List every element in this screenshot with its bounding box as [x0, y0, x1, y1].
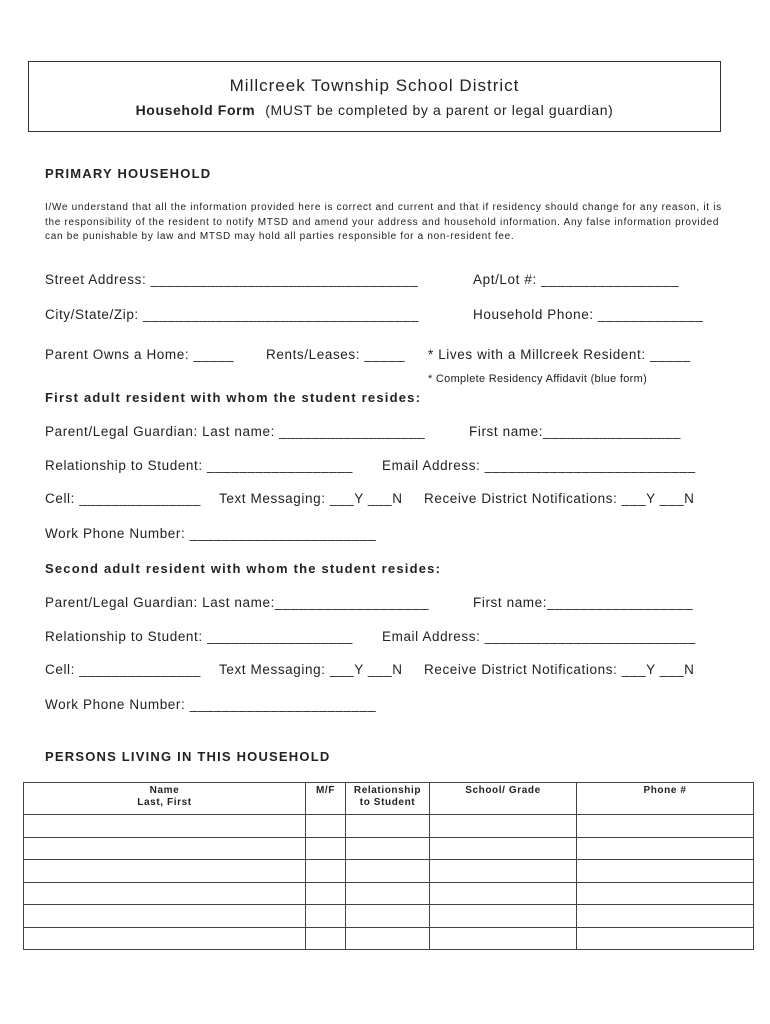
table-cell[interactable]: [430, 837, 577, 860]
affidavit-note: * Complete Residency Affidavit (blue form): [428, 373, 648, 385]
second-guardian-first-name-field[interactable]: First name:__________________: [473, 595, 694, 610]
first-relationship-field[interactable]: Relationship to Student: __________________: [45, 458, 354, 473]
table-cell[interactable]: [577, 882, 754, 905]
table-cell[interactable]: [346, 927, 430, 950]
col-name: [24, 783, 306, 815]
table-cell[interactable]: [24, 882, 306, 905]
table-cell[interactable]: [24, 815, 306, 838]
second-texting-field[interactable]: Text Messaging: ___Y ___N: [219, 662, 403, 677]
table-row: [24, 860, 754, 883]
street-address-field[interactable]: Street Address: _________________________________: [45, 272, 419, 287]
table-cell[interactable]: [306, 860, 346, 883]
table-row: [24, 815, 754, 838]
table-cell[interactable]: [306, 815, 346, 838]
first-work-phone-field[interactable]: Work Phone Number: _______________________: [45, 526, 377, 541]
first-email-field[interactable]: Email Address: __________________________: [382, 458, 696, 473]
second-email-field[interactable]: Email Address: __________________________: [382, 629, 696, 644]
persons-heading: PERSONS LIVING IN THIS HOUSEHOLD: [45, 749, 331, 764]
first-guardian-last-name-field[interactable]: Parent/Legal Guardian: Last name: __________________: [45, 424, 426, 439]
table-row: [24, 837, 754, 860]
table-cell[interactable]: [24, 905, 306, 928]
table-cell[interactable]: [346, 882, 430, 905]
table-cell[interactable]: [24, 860, 306, 883]
first-cell-field[interactable]: Cell: _______________: [45, 491, 201, 506]
col-name-line1: Name: [149, 785, 180, 796]
table-cell[interactable]: [306, 927, 346, 950]
second-notifications-field[interactable]: Receive District Notifications: ___Y ___N: [424, 662, 695, 677]
form-subtitle: [29, 102, 720, 118]
col-relationship-line2: to Student: [359, 797, 416, 808]
second-work-phone-field[interactable]: Work Phone Number: _______________________: [45, 697, 377, 712]
col-gender: M/F: [306, 783, 346, 815]
table-cell[interactable]: [306, 882, 346, 905]
table-cell[interactable]: [577, 905, 754, 928]
first-guardian-first-name-field[interactable]: First name:_________________: [469, 424, 681, 439]
household-phone-field[interactable]: Household Phone: _____________: [473, 307, 704, 322]
col-relationship-line1: Relationship: [353, 785, 422, 796]
rents-leases-field[interactable]: Rents/Leases: _____: [266, 347, 405, 362]
table-cell[interactable]: [577, 815, 754, 838]
table-cell[interactable]: [24, 927, 306, 950]
form-header-box: [28, 61, 721, 132]
col-relationship: [346, 783, 430, 815]
table-cell[interactable]: [346, 815, 430, 838]
first-notifications-field[interactable]: Receive District Notifications: ___Y ___N: [424, 491, 695, 506]
table-cell[interactable]: [430, 882, 577, 905]
table-header-row: [24, 783, 754, 815]
lives-with-resident-field[interactable]: * Lives with a Millcreek Resident: _____: [428, 347, 691, 362]
second-guardian-last-name-field[interactable]: Parent/Legal Guardian: Last name:___________________: [45, 595, 429, 610]
form-name: Household Form: [135, 102, 256, 118]
table-cell[interactable]: [306, 837, 346, 860]
table-cell[interactable]: [577, 860, 754, 883]
second-adult-heading: Second adult resident with whom the student resides:: [45, 561, 442, 576]
primary-household-heading: PRIMARY HOUSEHOLD: [45, 166, 212, 181]
form-note: (MUST be completed by a parent or legal guardian): [265, 102, 614, 118]
table-cell[interactable]: [346, 837, 430, 860]
table-cell[interactable]: [306, 905, 346, 928]
col-school-grade: School/ Grade: [430, 783, 577, 815]
table-cell[interactable]: [577, 837, 754, 860]
table-cell[interactable]: [430, 927, 577, 950]
table-row: [24, 905, 754, 928]
table-cell[interactable]: [430, 860, 577, 883]
table-row: [24, 927, 754, 950]
col-phone: Phone #: [577, 783, 754, 815]
household-members-table: [23, 782, 754, 950]
owns-home-field[interactable]: Parent Owns a Home: _____: [45, 347, 235, 362]
second-relationship-field[interactable]: Relationship to Student: __________________: [45, 629, 354, 644]
first-adult-heading: First adult resident with whom the student resides:: [45, 390, 422, 405]
table-row: [24, 882, 754, 905]
second-cell-field[interactable]: Cell: _______________: [45, 662, 201, 677]
residency-statement: I/We understand that all the information provided here is correct and current and that if residency should change for any reason, it is the responsibility of the resident to notify MTSD and amend your address and household information. Any false information provided can be punishable by law and MTSD may hold all parties responsible for a non-resident fee.: [45, 202, 722, 242]
apt-lot-field[interactable]: Apt/Lot #: _________________: [473, 272, 679, 287]
table-cell[interactable]: [430, 815, 577, 838]
table-cell[interactable]: [346, 905, 430, 928]
table-cell[interactable]: [24, 837, 306, 860]
col-name-line2: Last, First: [137, 797, 192, 808]
table-cell[interactable]: [577, 927, 754, 950]
table-cell[interactable]: [430, 905, 577, 928]
first-texting-field[interactable]: Text Messaging: ___Y ___N: [219, 491, 403, 506]
city-state-zip-field[interactable]: City/State/Zip: __________________________________: [45, 307, 419, 322]
table-cell[interactable]: [346, 860, 430, 883]
district-title: Millcreek Township School District: [229, 76, 520, 95]
